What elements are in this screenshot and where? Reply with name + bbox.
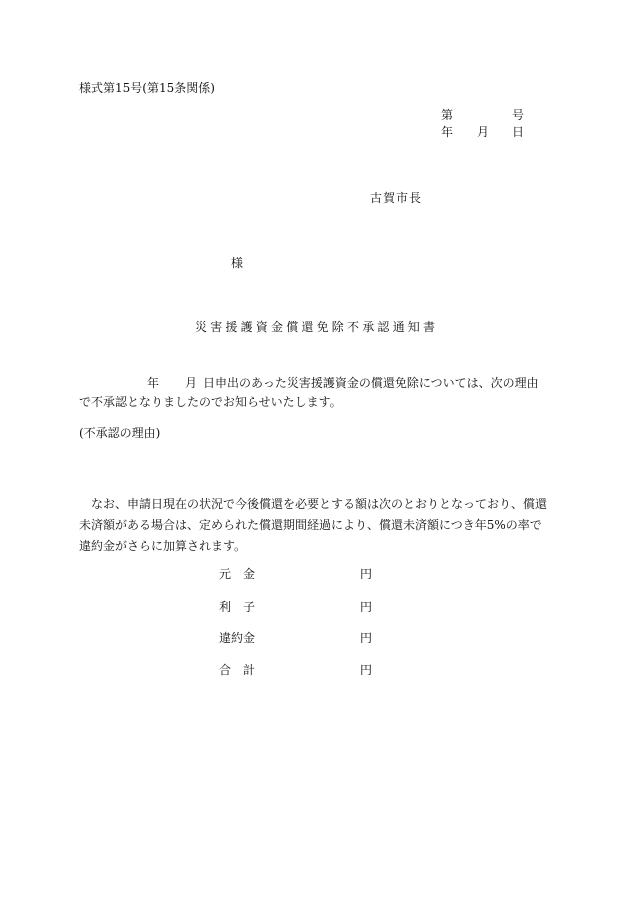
amount-label-penalty: 違約金 (219, 631, 256, 645)
number-prefix: 第 (441, 108, 454, 122)
amount-label-principal: 元金 (219, 567, 268, 581)
form-number: 様式第15号(第15条関係) (79, 81, 215, 95)
body-paragraph-2 (79, 494, 549, 557)
application-date (79, 374, 203, 390)
date-month: 月 (477, 125, 490, 139)
paragraph-1-text: 日申出のあった災害援護資金の償還免除については、次の理由で不承認となりましたのでお知らせいたします。 (79, 376, 539, 409)
document-number (441, 107, 525, 123)
amount-unit-principal: 円 (360, 567, 373, 581)
sender-name: 古賀市長 (370, 191, 423, 205)
amount-label-total: 合計 (219, 663, 268, 677)
body-paragraph-1 (79, 374, 549, 412)
reason-label: (不承認の理由) (79, 426, 161, 440)
amount-unit-interest: 円 (360, 600, 373, 614)
amount-label-interest: 利子 (219, 600, 268, 614)
document-title: 災害援護資金償還免除不承認通知書 (195, 320, 439, 334)
amount-unit-penalty: 円 (360, 631, 373, 645)
date-year: 年 (441, 125, 454, 139)
paragraph-2-text: なお、申請日現在の状況で今後償還を必要とする額は次のとおりとなっており、償還未済額がある場合は、定められた償還期間経過により、償還未済額につき年5%の率で違約金がさらに加算されます。 (79, 497, 548, 553)
application-month: 月 (185, 376, 198, 390)
recipient-honorific: 様 (231, 256, 244, 270)
number-suffix: 号 (512, 108, 525, 122)
date-day: 日 (512, 125, 525, 139)
amount-unit-total: 円 (360, 663, 373, 677)
application-year: 年 (147, 376, 160, 390)
